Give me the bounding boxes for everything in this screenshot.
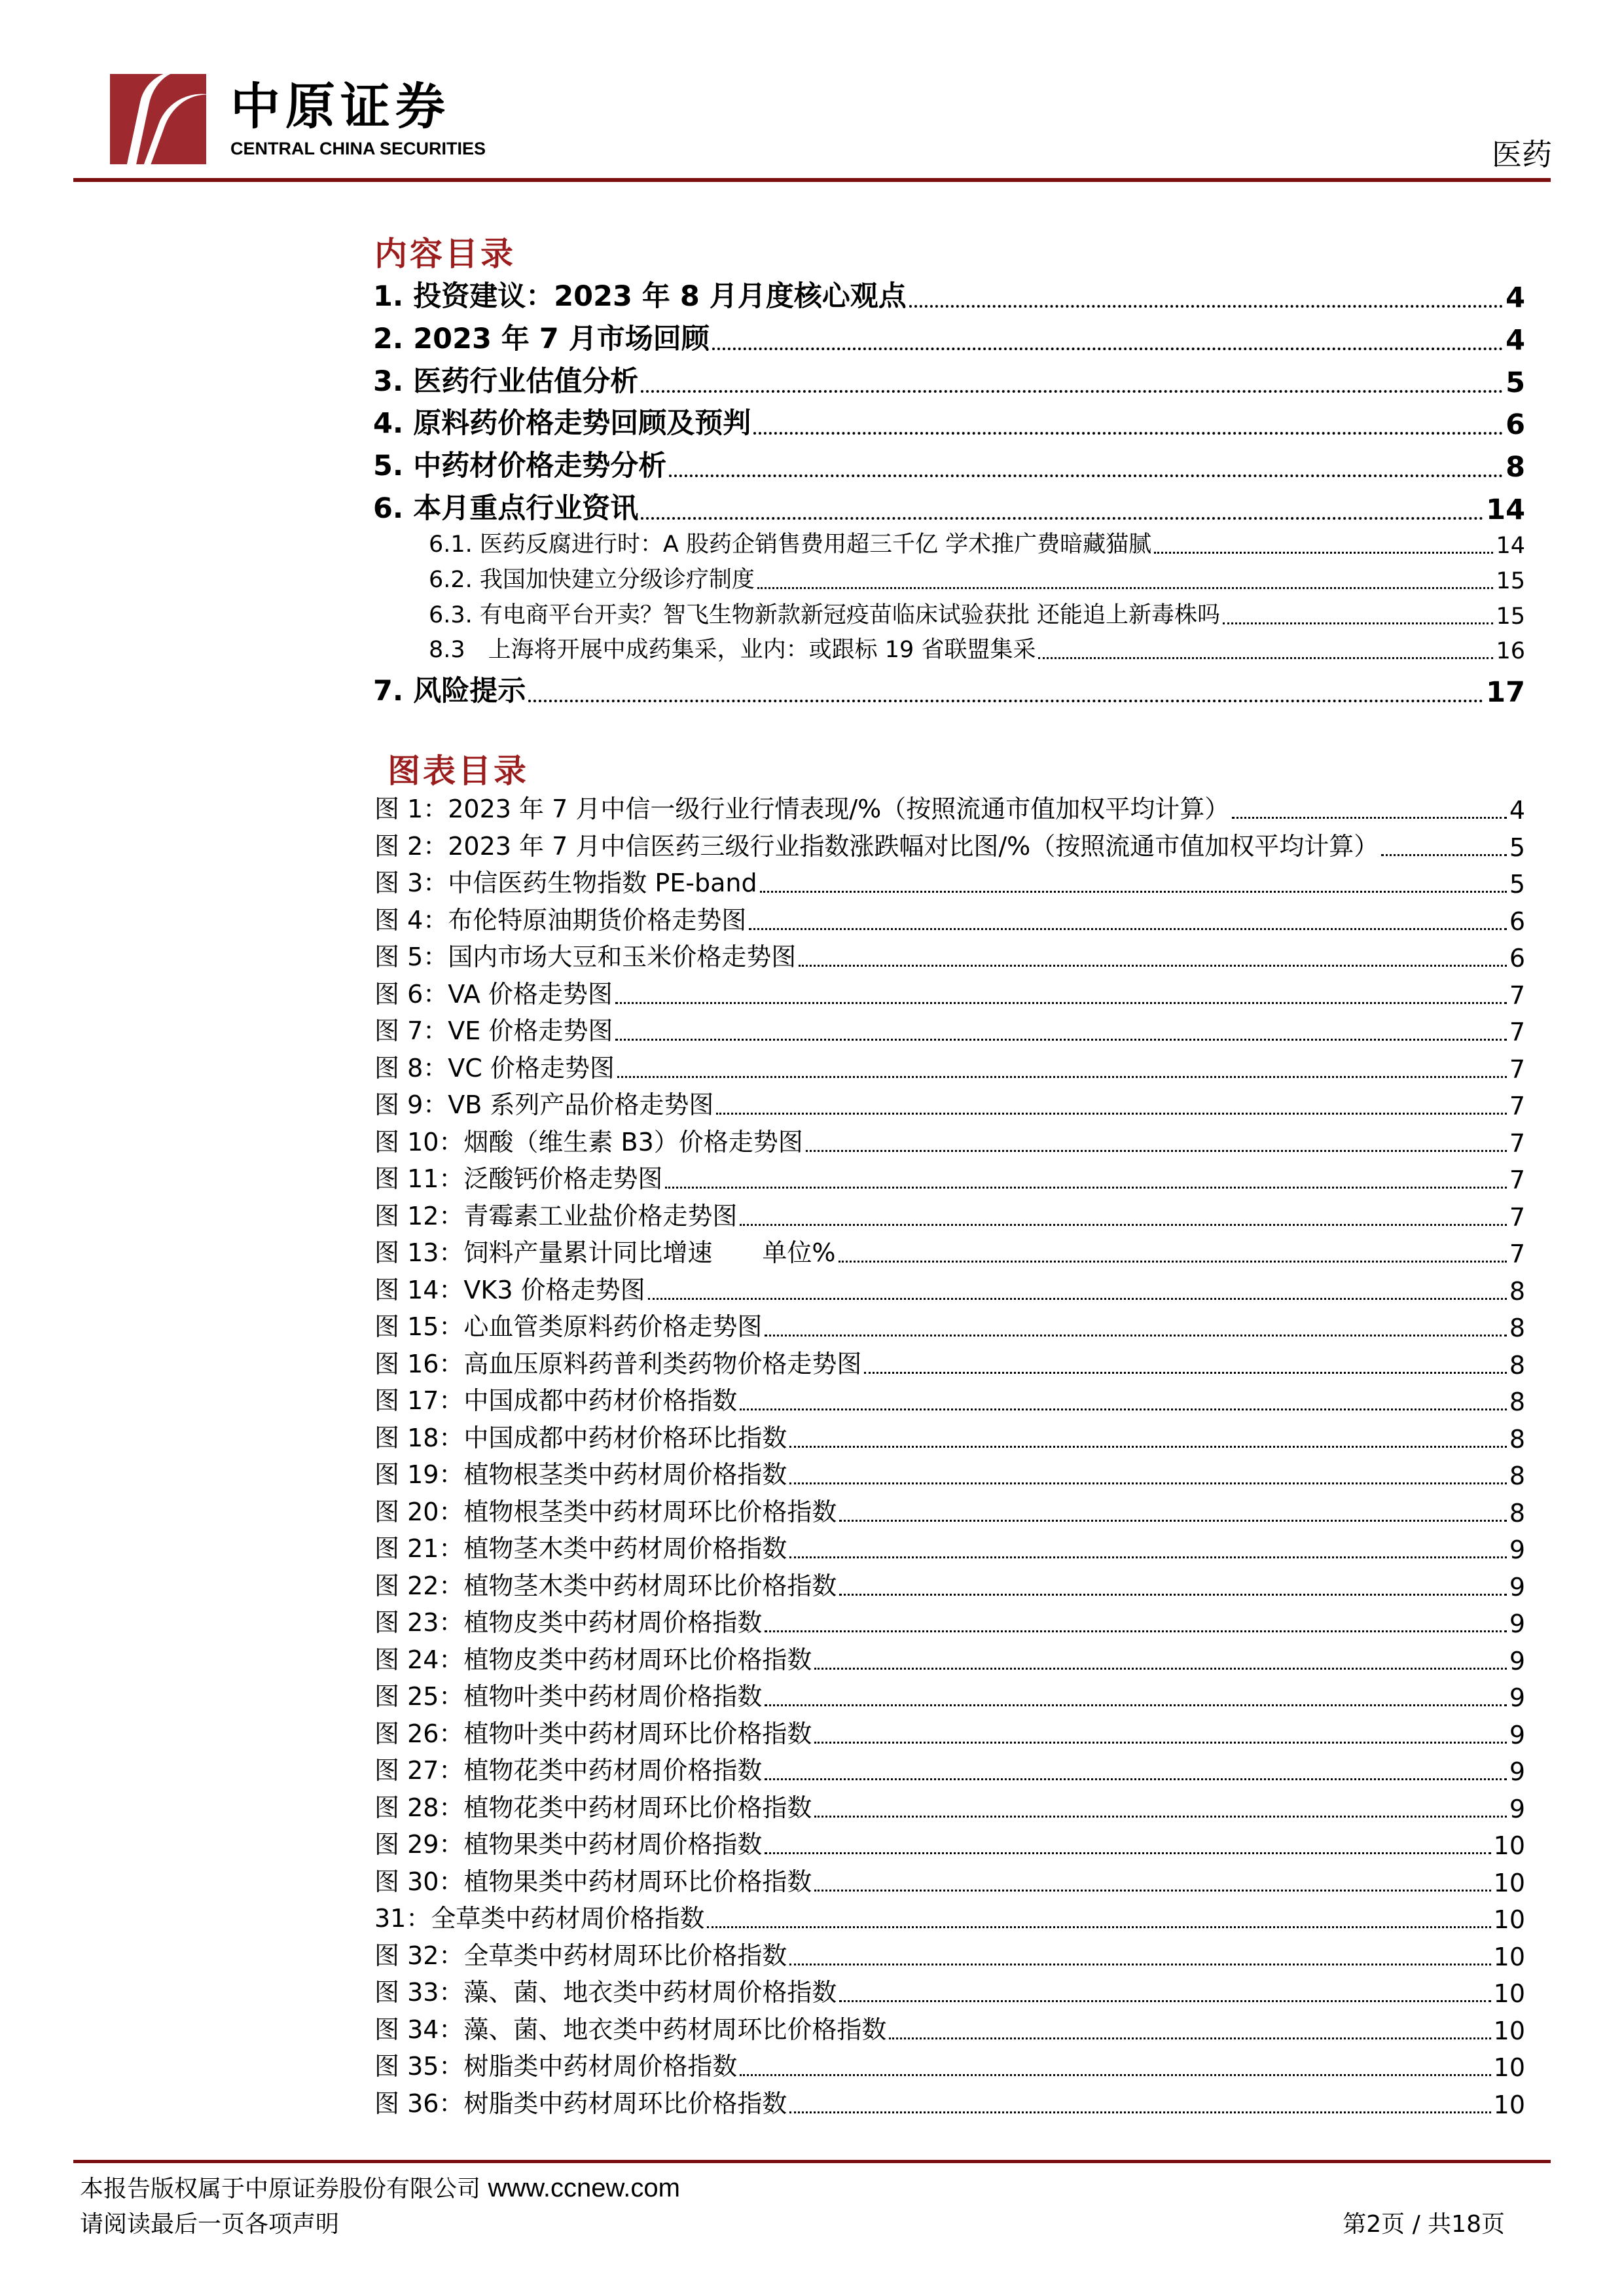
dot-leader (799, 965, 1507, 967)
dot-leader (1223, 622, 1493, 624)
dot-leader (753, 432, 1503, 435)
dot-leader (1232, 817, 1507, 819)
dot-leader (716, 1113, 1506, 1115)
entry-label: 图 15：心血管类原料药价格走势图 (374, 1312, 763, 1341)
figure-entry[interactable] (374, 1456, 1525, 1490)
figure-entry[interactable] (374, 2011, 1525, 2045)
dot-leader (740, 1408, 1506, 1410)
entry-label: 图 23：植物皮类中药材周价格指数 (374, 1608, 763, 1637)
entry-page: 7 (1509, 1054, 1525, 1084)
entry-label: 6.3. 有电商平台开卖？智飞生物新款新冠疫苗临床试验获批 还能追上新毒株吗 (429, 601, 1221, 628)
entry-page: 8 (1509, 1462, 1525, 1490)
entry-label: 图 36：树脂类中药材周环比价格指数 (374, 2089, 787, 2118)
entry-page: 4 (1506, 323, 1525, 357)
entry-label: 图 25：植物叶类中药材周价格指数 (374, 1682, 763, 1711)
figure-entry[interactable] (374, 1715, 1525, 1749)
figure-entry[interactable] (374, 1086, 1525, 1121)
entry-page: 8 (1509, 1276, 1525, 1306)
entry-label: 图 34：藻、菌、地衣类中药材周环比价格指数 (374, 2015, 887, 2044)
entry-page: 8 (1509, 1424, 1525, 1454)
entry-label: 图 13：饲料产量累计同比增速 单位% (374, 1238, 836, 1267)
figure-entry[interactable] (374, 1308, 1525, 1342)
entry-label: 图 8：VC 价格走势图 (374, 1053, 615, 1083)
dot-leader (814, 1816, 1506, 1818)
figure-entry[interactable] (374, 1160, 1525, 1194)
entry-page: 9 (1509, 1757, 1525, 1786)
entry-label: 图 35：树脂类中药材周价格指数 (374, 2052, 738, 2081)
dot-leader (789, 2111, 1490, 2113)
entry-page: 10 (1493, 1905, 1525, 1934)
entry-page: 7 (1509, 1202, 1525, 1232)
toc-subentry[interactable] (429, 633, 1525, 664)
dot-leader (615, 1039, 1506, 1041)
entry-label: 图 19：植物根茎类中药材周价格指数 (374, 1460, 787, 1489)
toc-entry[interactable] (373, 320, 1525, 357)
entry-label: 图 32：全草类中药材周环比价格指数 (374, 1941, 787, 1970)
figure-entry[interactable] (374, 902, 1525, 936)
dot-leader (839, 1520, 1506, 1522)
toc-entry[interactable] (373, 447, 1525, 484)
dot-leader (814, 1668, 1506, 1670)
website-link[interactable]: www.ccnew.com (488, 2174, 680, 2202)
toc-title: 内容目录 (374, 234, 516, 273)
dot-leader (909, 305, 1503, 308)
entry-page: 10 (1493, 2053, 1525, 2082)
entry-label: 图 4：布伦特原油期货价格走势图 (374, 905, 747, 935)
dot-leader (1154, 552, 1493, 554)
entry-label: 图 12：青霉素工业盐价格走势图 (374, 1201, 738, 1230)
figure-entry[interactable] (374, 1937, 1525, 1971)
entry-label: 图 22：植物茎木类中药材周环比价格指数 (374, 1571, 837, 1600)
dot-leader (712, 348, 1503, 350)
entry-label: 图 11：泛酸钙价格走势图 (374, 1164, 663, 1193)
dot-leader (814, 1890, 1490, 1892)
entry-page: 9 (1509, 1572, 1525, 1602)
dot-leader (789, 1964, 1490, 1965)
figure-entry[interactable] (374, 2085, 1525, 2119)
figure-entry[interactable] (374, 865, 1525, 899)
toc-entry[interactable] (373, 278, 1525, 314)
toc-entry[interactable] (373, 672, 1525, 709)
entry-page: 10 (1493, 1942, 1525, 1971)
dot-leader (839, 1261, 1507, 1263)
entry-page: 14 (1496, 533, 1525, 559)
entry-page: 7 (1509, 1128, 1525, 1158)
entry-label: 4. 原料药价格走势回顾及预判 (373, 407, 751, 440)
entry-page: 8 (1509, 1498, 1525, 1528)
toc-subentry[interactable] (429, 528, 1525, 559)
entry-label: 31：全草类中药材周价格指数 (374, 1904, 705, 1933)
dot-leader (528, 700, 1483, 702)
figure-entry[interactable] (374, 1494, 1525, 1528)
figure-entry[interactable] (374, 1530, 1525, 1564)
figure-entry[interactable] (374, 791, 1525, 825)
figure-entry[interactable] (374, 1863, 1525, 1897)
entry-label: 图 9：VB 系列产品价格走势图 (374, 1090, 714, 1119)
dot-leader (765, 1704, 1506, 1706)
dot-leader (1381, 854, 1507, 856)
dot-leader (648, 1298, 1507, 1300)
entry-label: 图 18：中国成都中药材价格环比指数 (374, 1423, 787, 1452)
figure-entry[interactable] (374, 1568, 1525, 1602)
dot-leader (814, 1742, 1506, 1744)
dot-leader (1038, 657, 1493, 659)
dot-leader (806, 1150, 1507, 1152)
figure-entry[interactable] (374, 1678, 1525, 1712)
entry-label: 图 29：植物果类中药材周价格指数 (374, 1830, 763, 1859)
toc-entry[interactable] (373, 404, 1525, 441)
entry-label: 图 5：国内市场大豆和玉米价格走势图 (374, 942, 797, 971)
dot-leader (740, 1224, 1506, 1226)
entry-page: 7 (1509, 1166, 1525, 1194)
entry-label: 图 24：植物皮类中药材周环比价格指数 (374, 1645, 812, 1674)
entry-label: 1. 投资建议：2023 年 8 月月度核心观点 (373, 280, 907, 313)
entry-page: 9 (1509, 1535, 1525, 1564)
dot-leader (765, 1630, 1506, 1632)
entry-label: 图 6：VA 价格走势图 (374, 979, 613, 1009)
entry-page: 5 (1509, 870, 1525, 899)
entry-page: 16 (1496, 638, 1525, 665)
figure-entry[interactable] (374, 1900, 1525, 1934)
entry-label: 3. 医药行业估值分析 (373, 365, 639, 398)
figure-entry[interactable] (374, 939, 1525, 973)
footer-copyright (80, 2170, 680, 2204)
dot-leader (665, 1187, 1506, 1189)
logo-text-cn: 中原证券 (230, 77, 450, 135)
entry-page: 10 (1493, 1831, 1525, 1860)
entry-label: 图 26：植物叶类中药材周环比价格指数 (374, 1719, 812, 1748)
entry-page: 7 (1509, 1018, 1525, 1047)
dot-leader (707, 1926, 1490, 1928)
entry-page: 7 (1509, 980, 1525, 1010)
entry-page: 5 (1506, 366, 1525, 399)
figure-entry[interactable] (374, 1974, 1525, 2008)
entry-page: 9 (1509, 1609, 1525, 1638)
dot-leader (839, 2000, 1490, 2002)
entry-label: 8.3 上海将开展中成药集采，业内：或跟标 19 省联盟集采 (429, 637, 1036, 664)
entry-label: 图 14：VK3 价格走势图 (374, 1275, 645, 1304)
entry-label: 6.2. 我国加快建立分级诊疗制度 (429, 566, 755, 593)
entry-label: 图 28：植物花类中药材周环比价格指数 (374, 1793, 812, 1822)
figure-entry[interactable] (374, 1382, 1525, 1416)
entry-label: 图 30：植物果类中药材周环比价格指数 (374, 1867, 812, 1896)
entry-label: 7. 风险提示 (373, 675, 526, 708)
figure-entry[interactable] (374, 1826, 1525, 1860)
dot-leader (757, 587, 1494, 589)
entry-page: 8 (1506, 451, 1525, 484)
figure-entry[interactable] (374, 1641, 1525, 1676)
dot-leader (615, 1002, 1507, 1004)
entry-label: 图 33：藻、菌、地衣类中药材周价格指数 (374, 1978, 837, 2007)
dot-leader (839, 1594, 1506, 1596)
entry-page: 9 (1509, 1683, 1525, 1712)
dot-leader (749, 928, 1507, 930)
entry-label: 图 27：植物花类中药材周价格指数 (374, 1756, 763, 1785)
dot-leader (641, 390, 1503, 393)
entry-page: 6 (1509, 906, 1525, 936)
dot-leader (760, 891, 1507, 893)
entry-page: 4 (1506, 281, 1525, 314)
entry-page: 10 (1493, 1868, 1525, 1897)
figure-entry[interactable] (374, 1752, 1525, 1786)
toc-subentry[interactable] (429, 563, 1525, 594)
figure-entry[interactable] (374, 828, 1525, 862)
entry-label: 6.1. 医药反腐进行时：A 股药企销售费用超三千亿 学术推广费暗藏猫腻 (429, 531, 1152, 558)
sector-label: 医药 (1492, 137, 1552, 172)
entry-page: 6 (1506, 408, 1525, 442)
toc-subentry[interactable] (429, 598, 1525, 630)
entry-page: 6 (1509, 944, 1525, 973)
entry-label: 2. 2023 年 7 月市场回顾 (373, 322, 710, 355)
dot-leader (889, 2037, 1490, 2039)
copyright-text: 本报告版权属于中原证券股份有限公司 (80, 2176, 481, 2202)
dot-leader (617, 1076, 1507, 1078)
dot-leader (765, 1778, 1506, 1780)
dot-leader (765, 1852, 1490, 1854)
entry-page: 7 (1509, 1240, 1525, 1268)
page-number: 第2页 / 共18页 (1343, 2211, 1505, 2238)
entry-page: 10 (1493, 2016, 1525, 2045)
figure-entry[interactable] (374, 1013, 1525, 1047)
entry-page: 8 (1509, 1388, 1525, 1416)
entry-label: 图 21：植物茎木类中药材周价格指数 (374, 1534, 787, 1563)
figure-entry[interactable] (374, 1272, 1525, 1306)
figure-entry[interactable] (374, 1234, 1525, 1268)
figure-entry[interactable] (374, 1198, 1525, 1232)
figure-entry[interactable] (374, 2048, 1525, 2082)
entry-page: 15 (1496, 603, 1525, 630)
figure-entry[interactable] (374, 1346, 1525, 1380)
entry-page: 8 (1509, 1350, 1525, 1380)
entry-page: 8 (1509, 1314, 1525, 1342)
figure-entry[interactable] (374, 1789, 1525, 1823)
entry-page: 9 (1509, 1646, 1525, 1676)
dot-leader (789, 1482, 1506, 1484)
dot-leader (641, 517, 1483, 520)
entry-label: 图 20：植物根茎类中药材周环比价格指数 (374, 1497, 837, 1526)
entry-label: 5. 中药材价格走势分析 (373, 450, 667, 483)
logo-mark (110, 74, 206, 164)
footer-disclaimer: 请阅读最后一页各项声明 (80, 2211, 340, 2238)
dot-leader (765, 1335, 1506, 1336)
figure-entry[interactable] (374, 1124, 1525, 1158)
entry-page: 4 (1509, 796, 1525, 825)
entry-page: 17 (1486, 676, 1525, 709)
toc-entry[interactable] (373, 363, 1525, 399)
dot-leader (864, 1372, 1506, 1374)
dot-leader (789, 1556, 1506, 1558)
dot-leader (789, 1446, 1506, 1448)
entry-page: 7 (1509, 1092, 1525, 1121)
dot-leader (669, 475, 1503, 477)
entry-page: 5 (1509, 833, 1525, 862)
entry-label: 图 7：VE 价格走势图 (374, 1016, 613, 1045)
footer-divider (73, 2160, 1551, 2163)
entry-page: 10 (1493, 2090, 1525, 2119)
entry-label: 6. 本月重点行业资讯 (373, 492, 639, 525)
entry-label: 图 1：2023 年 7 月中信一级行业行情表现/%（按照流通市值加权平均计算） (374, 795, 1230, 823)
entry-page: 9 (1509, 1720, 1525, 1749)
entry-label: 图 16：高血压原料药普利类药物价格走势图 (374, 1349, 862, 1378)
figure-entry[interactable] (374, 1050, 1525, 1084)
entry-label: 图 10：烟酸（维生素 B3）价格走势图 (374, 1127, 803, 1157)
entry-label: 图 2：2023 年 7 月中信医药三级行业指数涨跌幅对比图/%（按照流通市值加权平均计算） (374, 831, 1379, 861)
dot-leader (740, 2074, 1490, 2076)
entry-page: 14 (1486, 493, 1525, 526)
toc-entry[interactable] (373, 490, 1525, 526)
figure-entry[interactable] (374, 1604, 1525, 1638)
logo-text-en: CENTRAL CHINA SECURITIES (230, 139, 486, 158)
entry-label: 图 17：中国成都中药材价格指数 (374, 1386, 738, 1415)
header-divider (73, 178, 1551, 182)
figures-title: 图表目录 (388, 751, 529, 790)
entry-page: 10 (1493, 1979, 1525, 2008)
figure-entry[interactable] (374, 1420, 1525, 1454)
entry-page: 9 (1509, 1794, 1525, 1823)
figure-entry[interactable] (374, 976, 1525, 1010)
entry-page: 15 (1496, 567, 1525, 594)
entry-label: 图 3：中信医药生物指数 PE-band (374, 869, 757, 897)
